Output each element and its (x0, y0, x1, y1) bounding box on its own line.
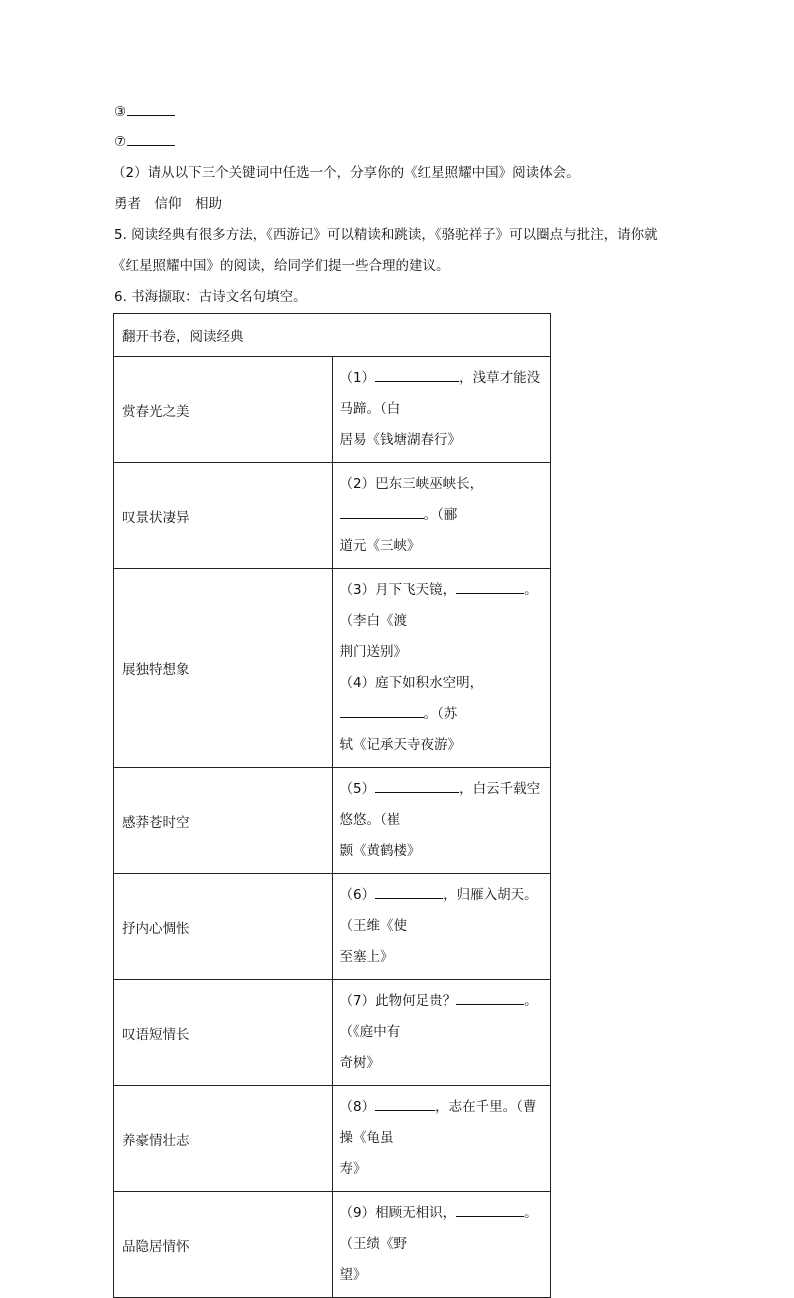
row-theme: 感莽苍时空 (114, 768, 333, 874)
source-continuation: 至塞上》 (339, 949, 394, 965)
row-content (332, 1192, 551, 1298)
blank-prefix: （2）巴东三峡巫峡长， (339, 476, 484, 492)
source-continuation: 望》 (339, 1267, 367, 1283)
source-continuation: 荆门送别》 (339, 644, 407, 660)
table-row (114, 980, 551, 1086)
row-theme: 展独特想象 (114, 569, 333, 768)
answer-blank[interactable] (127, 131, 175, 146)
answer-blank[interactable] (375, 367, 459, 382)
row-theme: 叹语短情长 (114, 980, 333, 1086)
blank-prefix: （8） (339, 1099, 376, 1115)
source-continuation: 居易《钱塘湖春行》 (339, 432, 461, 448)
table-header-row (114, 314, 551, 357)
question-2-prompt: （2）请从以下三个关键词中任选一个，分享你的《红星照耀中国》阅读体会。 (112, 165, 580, 181)
source-continuation: 寿》 (339, 1161, 367, 1177)
table-row (114, 1192, 551, 1298)
table-row (114, 463, 551, 569)
blank-prefix: （1） (339, 370, 376, 386)
row-content (332, 980, 551, 1086)
blank-suffix: 。（郦 (423, 507, 458, 523)
poem-fill-table (113, 313, 551, 1298)
blank-suffix: ，志在千里。（曹操《龟虽 (339, 1099, 537, 1146)
table-row (114, 569, 551, 768)
blank-prefix: （4）庭下如积水空明， (339, 675, 484, 691)
blank-suffix: ，白云千载空悠悠。（崔 (339, 781, 541, 828)
table-header: 翻开书卷，阅读经典 (114, 314, 551, 357)
answer-blank[interactable] (456, 1202, 524, 1217)
row-theme: 抒内心惆怅 (114, 874, 333, 980)
answer-item-3 (114, 101, 175, 122)
blank-prefix: （5） (339, 781, 376, 797)
answer-blank[interactable] (375, 778, 459, 793)
blank-suffix: 。（《庭中有 (339, 993, 538, 1040)
row-content (332, 1086, 551, 1192)
row-content (332, 357, 551, 463)
question-5-line-2: 《红星照耀中国》的阅读，给同学们提一些合理的建议。 (112, 258, 450, 274)
answer-blank[interactable] (375, 884, 443, 899)
source-continuation: 奇树》 (339, 1055, 380, 1071)
row-content (332, 463, 551, 569)
row-theme: 品隐居情怀 (114, 1192, 333, 1298)
blank-prefix: （3）月下飞天镜， (339, 582, 457, 598)
blank-suffix: 。（李白《渡 (339, 582, 538, 629)
row-content (332, 569, 551, 768)
row-content (332, 768, 551, 874)
table-row (114, 874, 551, 980)
answer-blank[interactable] (127, 101, 175, 116)
table-row (114, 1086, 551, 1192)
item-number: ③ (114, 104, 127, 120)
row-theme: 叹景状凄异 (114, 463, 333, 569)
blank-prefix: （9）相顾无相识， (339, 1205, 457, 1221)
blank-prefix: （7）此物何足贵？ (339, 993, 457, 1009)
blank-suffix: 。（苏 (423, 706, 458, 722)
row-content (332, 874, 551, 980)
blank-prefix: （6） (339, 887, 376, 903)
question-6-title: 6. 书海撷取：古诗文名句填空。 (114, 289, 307, 305)
source-continuation: 轼《记承天寺夜游》 (339, 737, 461, 753)
source-continuation: 颢《黄鹤楼》 (339, 843, 421, 859)
answer-item-7 (114, 131, 175, 152)
question-5-line-1: 5. 阅读经典有很多方法，《西游记》可以精读和跳读，《骆驼祥子》可以圈点与批注，请你就 (114, 227, 658, 243)
row-theme: 赏春光之美 (114, 357, 333, 463)
item-number: ⑦ (114, 134, 127, 150)
answer-blank[interactable] (456, 579, 524, 594)
answer-blank[interactable] (340, 703, 424, 718)
answer-blank[interactable] (375, 1096, 435, 1111)
question-2-keywords: 勇者 信仰 相助 (114, 196, 222, 212)
source-continuation: 道元《三峡》 (339, 538, 421, 554)
row-theme: 养豪情壮志 (114, 1086, 333, 1192)
blank-suffix: 。（王绩《野 (339, 1205, 538, 1252)
blank-suffix: ，归雁入胡天。（王维《使 (339, 887, 538, 934)
table-row (114, 357, 551, 463)
table-row (114, 768, 551, 874)
answer-blank[interactable] (340, 504, 424, 519)
answer-blank[interactable] (456, 990, 524, 1005)
blank-suffix: ，浅草才能没马蹄。（白 (339, 370, 541, 417)
